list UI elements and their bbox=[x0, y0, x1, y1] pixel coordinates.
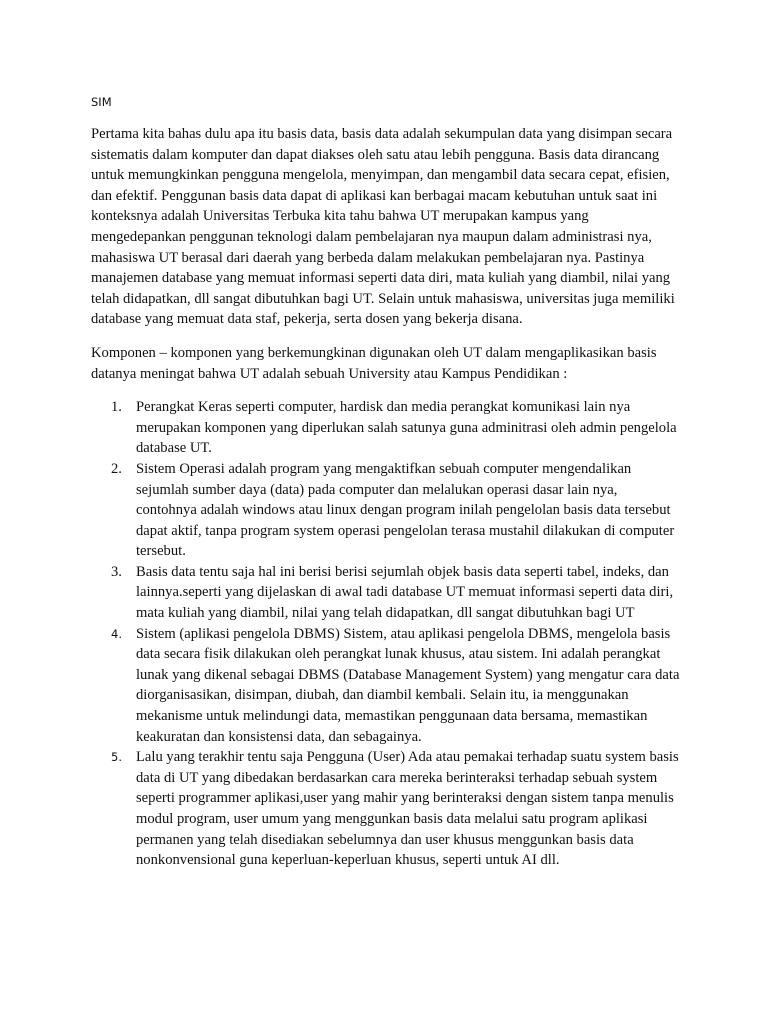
list-item-number: 5. bbox=[111, 750, 122, 765]
list-item bbox=[91, 624, 681, 748]
list-item bbox=[91, 562, 681, 624]
components-list bbox=[91, 397, 681, 871]
paragraph-intro: Pertama kita bahas dulu apa itu basis data, basis data adalah sekumpulan data yang disimpan secara sistematis dalam komputer dan dapat diakses oleh satu atau lebih pengguna. Basis data dirancang untuk memungkinkan pengguna mengelola, menyimpan, dan mengambil data secara cepat, efisien, dan efektif. Penggunan basis data dapat di aplikasi kan berbagai macam kebutuhan untuk saat ini konteksnya adalah Universitas Terbuka kita tahu bahwa UT merupakan kampus yang mengedepankan penggunan teknologi dalam pembelajaran nya maupun dalam administrasi nya, mahasiswa UT berasal dari daerah yang berbeda dalam melakukan pembelajaran nya. Pastinya manajemen database yang memuat informasi seperti data diri, mata kuliah yang diambil, nilai yang telah didapatkan, dll sangat dibutuhkan bagi UT. Selain untuk mahasiswa, universitas juga memiliki database yang memuat data staf, pekerja, serta dosen yang bekerja disana. bbox=[91, 126, 675, 328]
list-item-number: 4. bbox=[111, 626, 122, 641]
list-item-number: 2. bbox=[111, 460, 122, 477]
list-item-text: Lalu yang terakhir tentu saja Pengguna (User) Ada atau pemakai terhadap suatu system basis data di UT yang dibedakan berdasarkan cara mereka berinteraksi terhadap sebuah system seperti programmer aplikasi,user yang mahir yang berinteraksi dengan sistem tanpa menulis modul program, user umum yang menggunkan basis data melalui satu program aplikasi permanen yang telah disediakan sebelumnya dan user khusus menggunkan basis data nonkonvensional guna keperluan-keperluan khusus, seperti untuk AI dll. bbox=[136, 749, 679, 869]
list-item-number: 1. bbox=[111, 399, 122, 416]
list-item bbox=[91, 459, 681, 562]
list-item-text: Perangkat Keras seperti computer, hardisk dan media perangkat komunikasi lain nya merupakan komponen yang diperlukan salah satunya guna adminitrasi oleh admin pengelola database UT. bbox=[136, 399, 677, 457]
list-item-text: Basis data tentu saja hal ini berisi berisi sejumlah objek basis data seperti tabel, indeks, dan lainnya.seperti yang dijelaskan di awal tadi database UT memuat informasi seperti data diri, mata kuliah yang diambil, nilai yang telah didapatkan, dll sangat dibutuhkan bagi UT bbox=[136, 563, 674, 622]
paragraph-components-intro: Komponen – komponen yang berkemungkinan digunakan oleh UT dalam mengaplikasikan basis datanya meningat bahwa UT adalah sebuah University atau Kampus Pendidikan : bbox=[91, 344, 657, 382]
list-item-number: 3. bbox=[111, 563, 122, 580]
list-item bbox=[91, 397, 681, 459]
document-title: SIM bbox=[91, 95, 112, 109]
list-item-text: Sistem Operasi adalah program yang mengaktifkan sebuah computer mengendalikan sejumlah sumber daya (data) pada computer dan melalukan operasi dasar lain nya, contohnya adalah windows atau linux dengan program inilah pengelolan basis data tersebut dapat aktif, tanpa program system operasi pengelolan terasa mustahil dilakukan di computer tersebut. bbox=[136, 460, 675, 560]
list-item bbox=[91, 747, 681, 871]
list-item-text: Sistem (aplikasi pengelola DBMS) Sistem, atau aplikasi pengelola DBMS, mengelola basis data secara fisik dilakukan oleh perangkat lunak khusus, atau sistem. Ini adalah perangkat lunak yang dikenal sebagai DBMS (Database Management System) yang mengatur cara data diorganisasikan, disimpan, diubah, dan diambil kembali. Selain itu, ia menggunakan mekanisme untuk melindungi data, memastikan penggunaan data bersama, memastikan keakuratan dan konsistensi data, dan sebagainya. bbox=[136, 625, 680, 745]
document-body bbox=[91, 124, 681, 871]
